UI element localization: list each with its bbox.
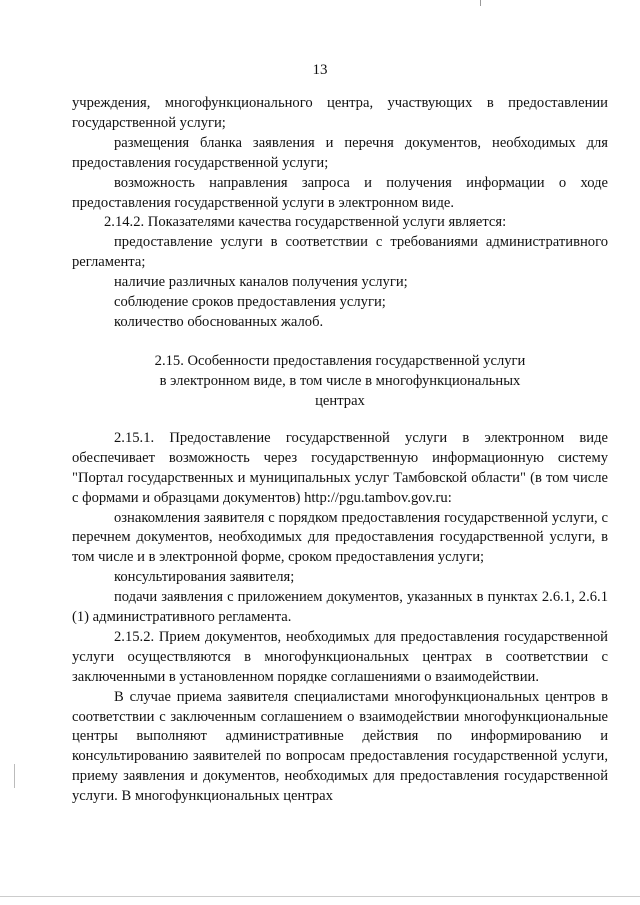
paragraph: возможность направления запроса и получения информации о ходе предоставления государственной услуги в электронном виде. [72, 174, 608, 211]
paragraph: соблюдение сроков предоставления услуги; [114, 294, 386, 311]
section-heading-line: 2.15. Особенности предоставления государственной услуги [154, 352, 526, 369]
section-heading-line: центрах [315, 392, 365, 409]
paragraph: количество обоснованных жалоб. [114, 313, 324, 330]
section-heading-line: в электронном виде, в том числе в многофункциональных [159, 372, 521, 389]
document-body [72, 94, 608, 807]
paragraph: подачи заявления с приложением документов, указанных в пунктах 2.6.1, 2.6.1 (1) административного регламента. [72, 589, 608, 626]
scan-artifact-top [480, 0, 481, 6]
paragraph: ознакомления заявителя с порядком предоставления государственной услуги, с перечнем документов, необходимых для предоставления государственной услуги, в том числе и в электронной форме, сроком предоставления услуги; [72, 509, 608, 566]
scan-artifact-bottom [0, 896, 640, 897]
paragraph: 2.15.2. Прием документов, необходимых для предоставления государственной услуги осуществляются в многофункциональных центрах в соответствии с заключенными в установленном порядке соглашениями о взаимодействии. [72, 628, 608, 685]
paragraph: В случае приема заявителя специалистами многофункциональных центров в соответствии с заключенным соглашением о взаимодействии многофункциональные центры выполняют административные действия по информированию и консультированию заявителей по вопросам предоставления государственной услуги, приему заявления и документов, необходимых для предоставления государственной услуги. В многофункциональных центрах [72, 688, 608, 805]
paragraph: наличие различных каналов получения услуги; [114, 274, 408, 291]
paragraph: консультирования заявителя; [114, 569, 295, 586]
scan-artifact-left [14, 764, 15, 788]
paragraph: 2.15.1. Предоставление государственной услуги в электронном виде обеспечивает возможность через государственную информационную систему "Портал государственных и муниципальных услуг Тамбовской области" (в том числе с формами и образцами документов) http://pgu.tambov.gov.ru: [72, 429, 608, 506]
paragraph: учреждения, многофункционального центра, участвующих в предоставлении государственной услуги; [72, 95, 608, 131]
paragraph: размещения бланка заявления и перечня документов, необходимых для предоставления государственной услуги; [72, 134, 608, 171]
page-number: 13 [312, 62, 328, 78]
paragraph: 2.14.2. Показателями качества государственной услуги является: [104, 214, 507, 231]
paragraph: предоставление услуги в соответствии с требованиями административного регламента; [72, 234, 608, 271]
section-heading [72, 351, 608, 411]
